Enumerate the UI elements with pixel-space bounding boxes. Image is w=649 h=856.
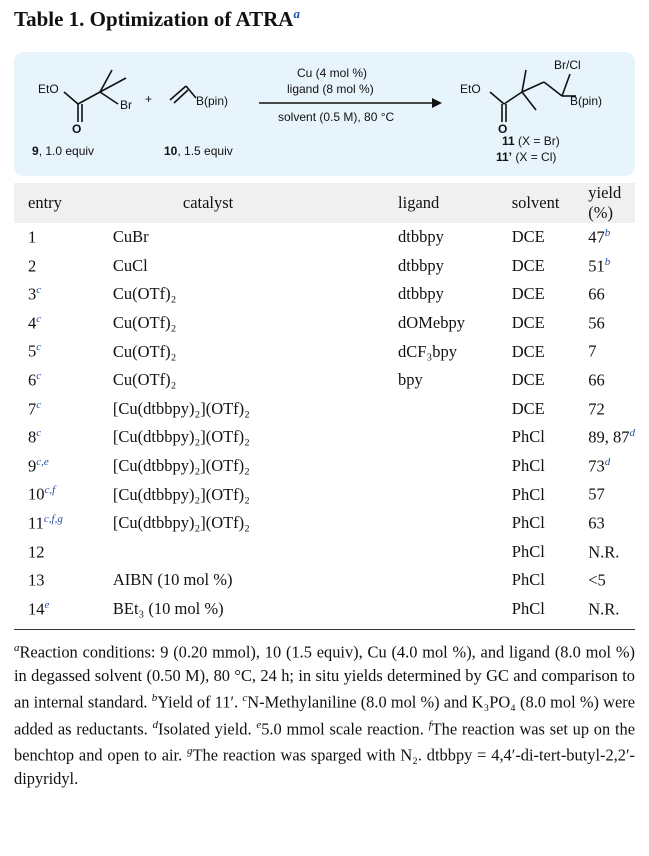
table-row: [14, 480, 635, 509]
cell-yield: [588, 395, 635, 424]
arrow-catalyst-label: Cu (4 mol %): [297, 66, 368, 80]
cell-ligand: [398, 309, 512, 338]
cell-entry-footnote-mark: c: [36, 370, 42, 383]
cell-entry: [14, 480, 113, 509]
cell-yield-value: 63: [588, 513, 605, 533]
cell-entry: [14, 509, 113, 538]
cell-entry: [14, 595, 113, 624]
cell-catalyst-value: [Cu(dtbbpy)₂](OTf)₂: [112, 513, 250, 533]
cell-ligand: [398, 509, 512, 538]
cell-catalyst-value: Cu(OTf)₂: [112, 341, 177, 361]
cell-ligand: [398, 252, 512, 281]
cell-yield-footnote-mark: b: [604, 227, 611, 240]
cell-yield-value: 72: [588, 399, 605, 419]
cell-solvent-value: PhCl: [511, 599, 545, 619]
cell-entry: [14, 452, 113, 481]
cell-yield-footnote-mark: d: [629, 427, 635, 440]
cell-ligand-value: dCF₃bpy: [398, 341, 457, 361]
cell-ligand: [398, 423, 512, 452]
product-ethoxy: EtO: [460, 82, 481, 96]
cell-yield-value: 51: [588, 256, 605, 276]
cell-entry-footnote-mark: c,f: [44, 484, 56, 497]
cell-entry-value: 14: [28, 599, 45, 619]
cell-catalyst-value: Cu(OTf)₂: [112, 313, 177, 333]
cell-catalyst-value: BEt₃ (10 mol %): [112, 599, 224, 619]
cell-yield-value: 66: [588, 370, 605, 390]
table-body: [14, 223, 635, 623]
cell-ligand: [398, 395, 512, 424]
cell-catalyst: [113, 452, 398, 481]
footnote-f-mark: f: [428, 718, 432, 731]
cell-solvent-value: PhCl: [511, 570, 545, 590]
cell-entry-value: 10: [28, 484, 45, 504]
cell-yield: [588, 538, 635, 567]
footnote-a-mark: a: [14, 642, 20, 654]
cell-ligand: [398, 366, 512, 395]
cell-ligand: [398, 280, 512, 309]
cell-catalyst: [113, 480, 398, 509]
cell-entry-value: 4: [28, 313, 37, 333]
cell-entry: [14, 309, 113, 338]
cell-ligand-value: dtbbpy: [398, 227, 444, 247]
reactant-9-ethoxy: EtO: [38, 82, 59, 96]
cell-catalyst: [113, 309, 398, 338]
label-compound-9: 9, 1.0 equiv: [32, 144, 95, 158]
footnote-a-text: Reaction conditions: 9 (0.20 mmol), 10 (1.5 equiv), Cu (4.0 mol %), and ligand (8.0 mol %) in degassed solvent (0.50 M), 80 °C, 24 h; in situ yields determined by GC and comparison to an internal standard.: [14, 642, 635, 712]
cell-solvent: [512, 366, 588, 395]
table-row: [14, 309, 635, 338]
cell-catalyst: [113, 538, 398, 567]
cell-yield-value: 57: [588, 484, 605, 504]
table-row: [14, 280, 635, 309]
title-footnote-mark: a: [293, 6, 300, 21]
footnote-d-mark: d: [152, 718, 159, 731]
cell-catalyst: [113, 337, 398, 366]
cell-solvent-value: PhCl: [511, 484, 545, 504]
header-entry: entry: [28, 193, 62, 212]
cell-yield: [588, 309, 635, 338]
footnote-g-text: The reaction was sparged with N₂. dtbbpy = 4,4′-di-tert-butyl-2,2′-dipyridyl.: [14, 745, 635, 788]
cell-catalyst: [113, 280, 398, 309]
cell-yield-value: 73: [588, 456, 605, 476]
cell-ligand: [398, 452, 512, 481]
cell-entry-value: 7: [28, 399, 37, 419]
cell-yield: [588, 452, 635, 481]
cell-entry: [14, 395, 113, 424]
cell-catalyst-value: [Cu(dtbbpy)₂](OTf)₂: [112, 427, 250, 447]
product-bpin: B(pin): [570, 94, 603, 108]
product-11-structure: [490, 70, 576, 122]
cell-yield: [588, 566, 635, 595]
cell-yield-value: N.R.: [588, 542, 620, 562]
header-catalyst: catalyst: [182, 193, 234, 212]
cell-solvent: [512, 337, 588, 366]
product-halide: Br/Cl: [554, 58, 581, 72]
cell-catalyst-value: AIBN (10 mol %): [112, 570, 233, 590]
cell-entry-footnote-mark: e: [44, 598, 50, 611]
label-compound-11: 11 (X = Br): [502, 134, 560, 148]
cell-catalyst-value: CuBr: [112, 227, 149, 247]
table-row: [14, 566, 635, 595]
cell-entry: [14, 566, 113, 595]
table-header-row: [14, 183, 635, 223]
cell-solvent: [512, 309, 588, 338]
cell-entry: [14, 337, 113, 366]
cell-entry-footnote-mark: c,e: [36, 455, 49, 468]
table-row: [14, 423, 635, 452]
cell-solvent: [512, 223, 588, 252]
cell-solvent-value: DCE: [511, 313, 545, 333]
table-row: [14, 252, 635, 281]
cell-yield-footnote-mark: b: [604, 255, 611, 268]
cell-yield: [588, 423, 635, 452]
optimization-table: [14, 183, 635, 623]
cell-yield: [588, 223, 635, 252]
reaction-scheme: [14, 52, 635, 176]
cell-entry-footnote-mark: c: [36, 284, 42, 297]
table-row: [14, 223, 635, 252]
cell-catalyst: [113, 252, 398, 281]
cell-entry: [14, 252, 113, 281]
cell-solvent-value: DCE: [511, 370, 545, 390]
table-row: [14, 337, 635, 366]
cell-catalyst-value: [Cu(dtbbpy)₂](OTf)₂: [112, 484, 250, 504]
cell-solvent-value: PhCl: [511, 456, 545, 476]
cell-entry-value: 2: [28, 256, 37, 276]
cell-ligand: [398, 480, 512, 509]
cell-entry-value: 5: [28, 341, 37, 361]
cell-ligand-value: dOMebpy: [398, 313, 465, 333]
header-ligand: ligand: [398, 193, 440, 212]
cell-solvent: [512, 480, 588, 509]
cell-entry-value: 3: [28, 284, 37, 304]
cell-ligand-value: dtbbpy: [398, 255, 444, 275]
cell-catalyst-value: Cu(OTf)₂: [112, 284, 177, 304]
cell-solvent: [512, 509, 588, 538]
cell-ligand: [398, 538, 512, 567]
footnote-c-text: N-Methylaniline (8.0 mol %) and K₃PO₄ (8.0 mol %) were added as reductants.: [14, 692, 635, 739]
footnote-e-mark: e: [256, 718, 262, 731]
cell-entry-footnote-mark: c: [36, 398, 42, 411]
cell-yield-value: 89, 87: [588, 427, 630, 447]
scheme-plus: +: [145, 92, 153, 106]
cell-ligand: [398, 566, 512, 595]
cell-solvent: [512, 595, 588, 624]
cell-catalyst-value: CuCl: [112, 255, 148, 275]
table-bottom-rule: [14, 629, 635, 630]
arrow-ligand-label: ligand (8 mol %): [287, 82, 374, 96]
cell-yield: [588, 509, 635, 538]
cell-yield-value: N.R.: [588, 599, 620, 619]
table-title: [14, 6, 300, 32]
cell-solvent-value: DCE: [511, 284, 545, 304]
reactant-9-bromine: Br: [120, 98, 132, 112]
cell-entry: [14, 280, 113, 309]
footnote-g-mark: g: [187, 745, 193, 758]
table-row: [14, 509, 635, 538]
cell-solvent: [512, 566, 588, 595]
footnote-b-mark: b: [151, 691, 158, 704]
arrow-conditions-label: solvent (0.5 M), 80 °C: [278, 110, 395, 124]
cell-solvent-value: DCE: [511, 341, 545, 361]
header-solvent: solvent: [511, 193, 560, 212]
cell-catalyst: [113, 595, 398, 624]
cell-catalyst: [113, 566, 398, 595]
cell-yield-value: 47: [588, 227, 605, 247]
cell-ligand-value: bpy: [398, 370, 423, 390]
cell-entry-value: 11: [28, 513, 44, 533]
cell-catalyst-value: Cu(OTf)₂: [112, 370, 177, 390]
cell-ligand: [398, 337, 512, 366]
cell-entry: [14, 223, 113, 252]
cell-entry: [14, 423, 113, 452]
cell-solvent: [512, 395, 588, 424]
cell-solvent-value: PhCl: [511, 427, 545, 447]
table-row: [14, 538, 635, 567]
cell-yield-value: 66: [588, 284, 605, 304]
reactant-10-bpin: B(pin): [196, 94, 229, 108]
reactant-9-oxygen: O: [72, 122, 82, 136]
cell-catalyst-value: [Cu(dtbbpy)₂](OTf)₂: [112, 456, 250, 476]
cell-catalyst: [113, 423, 398, 452]
cell-solvent-value: DCE: [511, 398, 545, 418]
label-compound-11-prime: 11’ (X = Cl): [496, 150, 557, 164]
cell-solvent: [512, 538, 588, 567]
cell-solvent-value: DCE: [511, 255, 545, 275]
cell-entry-footnote-mark: c: [36, 312, 42, 325]
cell-yield: [588, 595, 635, 624]
cell-catalyst: [113, 509, 398, 538]
cell-yield-value: 56: [588, 313, 605, 333]
footnote-e-text: 5.0 mmol scale reaction.: [261, 719, 424, 739]
cell-ligand: [398, 223, 512, 252]
cell-catalyst: [113, 366, 398, 395]
table-row: [14, 395, 635, 424]
reaction-arrow: [259, 98, 442, 108]
cell-solvent: [512, 452, 588, 481]
footnote-f-text: The reaction was set up on the benchtop and open to air.: [14, 719, 635, 765]
table-row: [14, 452, 635, 481]
cell-solvent-value: DCE: [511, 227, 545, 247]
cell-yield: [588, 252, 635, 281]
table-row: [14, 595, 635, 624]
cell-catalyst: [113, 223, 398, 252]
cell-yield: [588, 280, 635, 309]
cell-yield-footnote-mark: d: [604, 455, 611, 468]
product-oxygen: O: [498, 122, 508, 136]
cell-entry-value: 6: [28, 370, 37, 390]
cell-solvent-value: PhCl: [511, 513, 545, 533]
header-yield: yield (%): [588, 183, 622, 222]
cell-entry-value: 8: [28, 427, 37, 447]
cell-yield: [588, 480, 635, 509]
cell-entry-value: 9: [28, 456, 37, 476]
cell-entry-value: 13: [28, 570, 45, 590]
cell-catalyst: [113, 395, 398, 424]
cell-entry: [14, 538, 113, 567]
cell-catalyst-value: [Cu(dtbbpy)₂](OTf)₂: [112, 398, 250, 418]
cell-yield-value: 7: [588, 341, 597, 361]
cell-yield: [588, 366, 635, 395]
cell-entry: [14, 366, 113, 395]
cell-entry-footnote-mark: c: [36, 341, 42, 354]
cell-yield: [588, 337, 635, 366]
cell-entry-value: 12: [28, 542, 45, 562]
cell-solvent: [512, 423, 588, 452]
cell-solvent-value: PhCl: [511, 541, 545, 561]
reactant-9-structure: [64, 70, 126, 122]
cell-entry-value: 1: [28, 227, 37, 247]
reactant-10-structure: [170, 86, 196, 103]
cell-ligand-value: dtbbpy: [398, 284, 444, 304]
cell-ligand: [398, 595, 512, 624]
footnote-d-text: Isolated yield.: [158, 719, 252, 739]
cell-entry-footnote-mark: c,f,g: [43, 512, 63, 525]
label-compound-10: 10, 1.5 equiv: [164, 144, 233, 158]
cell-solvent: [512, 280, 588, 309]
cell-solvent: [512, 252, 588, 281]
cell-entry-footnote-mark: c: [36, 427, 42, 440]
table-footnotes: [14, 637, 635, 790]
cell-yield-value: <5: [588, 570, 606, 590]
table-row: [14, 366, 635, 395]
footnote-c-mark: c: [242, 691, 248, 704]
table-title-text: Table 1. Optimization of ATRA: [14, 7, 294, 31]
footnote-b-text: Yield of 11′.: [157, 692, 239, 712]
